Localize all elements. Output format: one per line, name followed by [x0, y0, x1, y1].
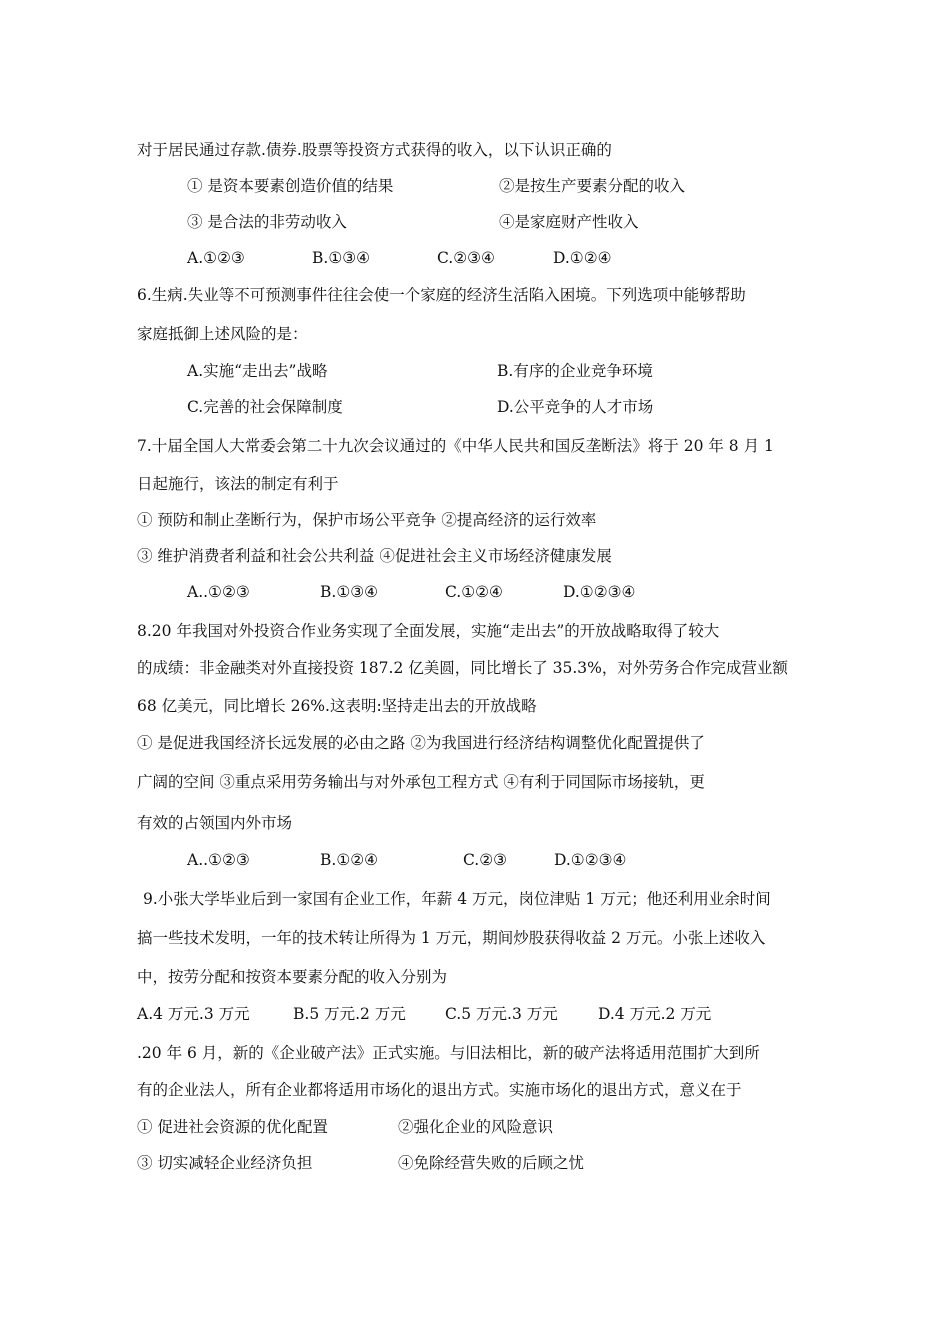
q7-option-a: A..①②③: [187, 583, 250, 601]
q8-statements-line-2: 广阔的空间 ③重点采用劳务输出与对外承包工程方式 ④有利于同国际市场接轨，更: [137, 773, 705, 791]
q7-option-b: B.①③④: [320, 583, 379, 601]
q9-stem-line-1: 9.小张大学毕业后到一家国有企业工作，年薪 4 万元，岗位津贴 1 万元；他还利用业余时间: [143, 890, 771, 908]
q10-statement-4: ④免除经营失败的后顾之忧: [398, 1154, 585, 1172]
q10-stem-line-1: .20 年 6 月，新的《企业破产法》正式实施。与旧法相比，新的破产法将适用范围扩大到所: [137, 1044, 760, 1062]
q9-stem-line-3: 中，按劳分配和按资本要素分配的收入分别为: [137, 968, 448, 986]
q5-option-a: A.①②③: [187, 249, 245, 267]
q9-option-c: C.5 万元.3 万元: [445, 1005, 558, 1023]
q8-option-d: D.①②③④: [554, 851, 627, 869]
q8-stem-line-2: 的成绩：非金融类对外直接投资 187.2 亿美圆，同比增长了 35.3%，对外劳务合作完成营业额: [137, 659, 788, 677]
q8-option-c: C.②③: [463, 851, 508, 869]
q5-option-b: B.①③④: [312, 249, 371, 267]
q10-statement-1: ① 促进社会资源的优化配置: [137, 1118, 328, 1136]
q5-stem: 对于居民通过存款.债券.股票等投资方式获得的收入，以下认识正确的: [137, 141, 612, 159]
q5-option-c: C.②③④: [437, 249, 495, 267]
q7-stem-line-2: 日起施行，该法的制定有利于: [137, 475, 339, 493]
q9-stem-line-2: 搞一些技术发明，一年的技术转让所得为 1 万元，期间炒股获得收益 2 万元。小张上述收入: [137, 929, 766, 947]
q6-option-b: B.有序的企业竞争环境: [497, 362, 653, 380]
q6-option-c: C.完善的社会保障制度: [187, 398, 343, 416]
q8-option-b: B.①②④: [320, 851, 379, 869]
q8-option-a: A..①②③: [187, 851, 250, 869]
q10-statement-3: ③ 切实减轻企业经济负担: [137, 1154, 313, 1172]
q5-statement-2: ②是按生产要素分配的收入: [499, 177, 686, 195]
q7-statements-1-2: ① 预防和制止垄断行为，保护市场公平竞争 ②提高经济的运行效率: [137, 511, 597, 529]
q9-option-b: B.5 万元.2 万元: [293, 1005, 406, 1023]
q8-statements-line-1: ① 是促进我国经济长远发展的必由之路 ②为我国进行经济结构调整优化配置提供了: [137, 734, 705, 752]
q6-option-a: A.实施“走出去”战略: [187, 362, 328, 380]
q5-statement-1: ① 是资本要素创造价值的结果: [187, 177, 394, 195]
q6-stem-line-2: 家庭抵御上述风险的是：: [137, 325, 308, 343]
q8-stem-line-1: 8.20 年我国对外投资合作业务实现了全面发展，实施“走出去”的开放战略取得了较大: [137, 622, 720, 640]
q6-option-d: D.公平竞争的人才市场: [497, 398, 654, 416]
q8-statements-line-3: 有效的占领国内外市场: [137, 814, 293, 832]
q7-stem-line-1: 7.十届全国人大常委会第二十九次会议通过的《中华人民共和国反垄断法》将于 20 年 8 月 1: [137, 437, 774, 455]
q9-option-d: D.4 万元.2 万元: [598, 1005, 712, 1023]
q7-option-c: C.①②④: [445, 583, 503, 601]
q9-option-a: A.4 万元.3 万元: [137, 1005, 250, 1023]
q10-stem-line-2: 有的企业法人，所有企业都将适用市场化的退出方式。实施市场化的退出方式，意义在于: [137, 1081, 742, 1099]
q8-stem-line-3: 68 亿美元，同比增长 26%.这表明:坚持走出去的开放战略: [137, 697, 537, 715]
q5-statement-4: ④是家庭财产性收入: [499, 213, 639, 231]
q10-statement-2: ②强化企业的风险意识: [398, 1118, 554, 1136]
q7-option-d: D.①②③④: [563, 583, 636, 601]
q5-statement-3: ③ 是合法的非劳动收入: [187, 213, 347, 231]
q6-stem-line-1: 6.生病.失业等不可预测事件往往会使一个家庭的经济生活陷入困境。下列选项中能够帮助: [137, 286, 746, 304]
q7-statements-3-4: ③ 维护消费者利益和社会公共利益 ④促进社会主义市场经济健康发展: [137, 547, 612, 565]
q5-option-d: D.①②④: [553, 249, 612, 267]
